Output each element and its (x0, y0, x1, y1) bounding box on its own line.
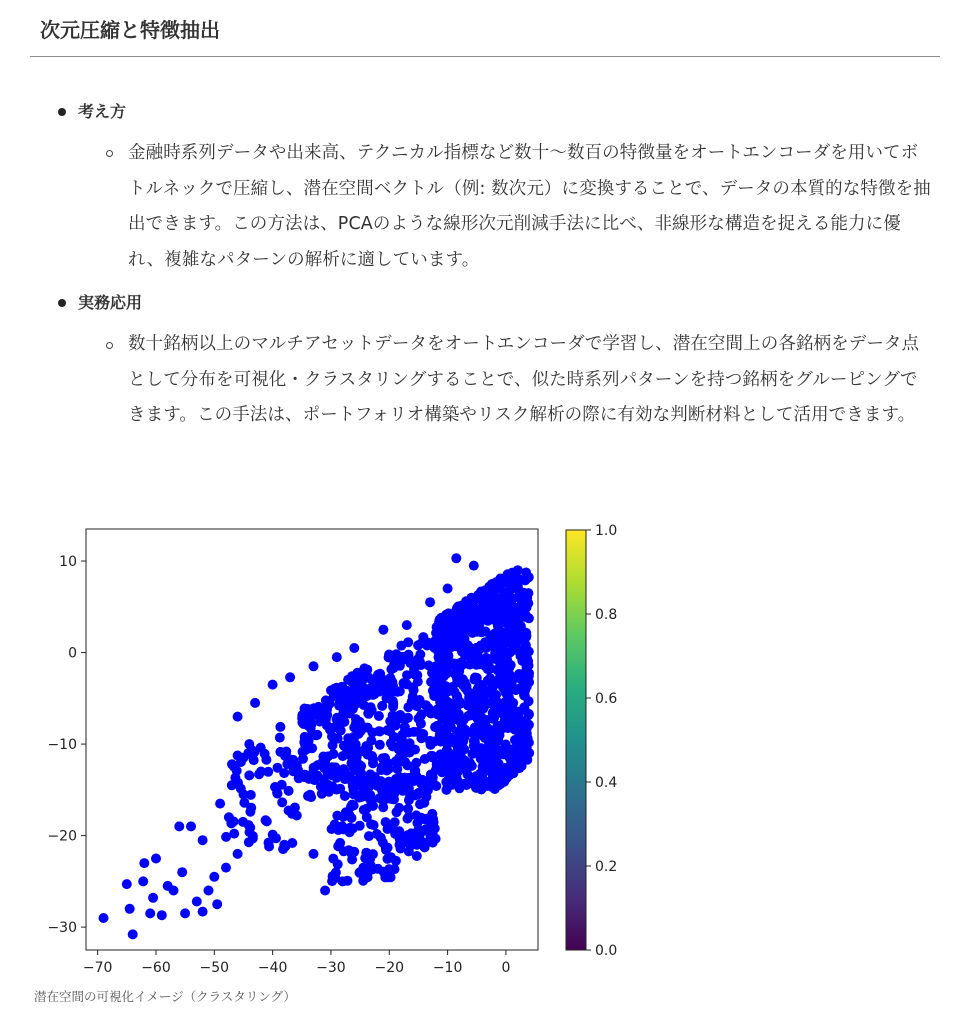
data-point (355, 821, 365, 831)
data-point (472, 673, 482, 683)
latent-space-scatter-chart (30, 520, 630, 980)
data-point (406, 828, 416, 838)
y-tick-label: −30 (47, 920, 77, 937)
data-point (425, 597, 435, 607)
data-point (495, 662, 505, 672)
data-point (443, 584, 453, 594)
data-point (320, 886, 330, 896)
data-point (347, 800, 357, 810)
colorbar-tick-label: 1.0 (595, 523, 618, 539)
y-tick-label: −20 (47, 828, 77, 845)
x-tick-label: −60 (141, 960, 171, 976)
x-tick-label: −40 (257, 960, 288, 976)
data-point (411, 810, 421, 820)
data-point (514, 763, 524, 773)
x-tick-label: −20 (374, 960, 405, 976)
data-point (468, 689, 478, 699)
data-point (349, 722, 359, 732)
data-point (463, 711, 473, 721)
data-point (333, 825, 343, 835)
data-point (309, 661, 319, 671)
bullet-icon (58, 299, 66, 307)
data-point (391, 721, 401, 731)
colorbar-tick-label: 0.4 (595, 775, 618, 791)
data-point (523, 733, 533, 743)
data-point (470, 781, 480, 791)
data-point (128, 929, 138, 939)
data-point (151, 854, 161, 864)
data-point (426, 740, 436, 750)
colorbar-tick-label: 0.8 (595, 607, 618, 623)
data-point (456, 625, 466, 635)
data-point (349, 643, 359, 653)
data-point (177, 867, 187, 877)
data-point (403, 814, 413, 824)
x-tick-label: −50 (199, 960, 230, 976)
data-point (389, 732, 399, 742)
colorbar-tick-label: 0.0 (595, 943, 618, 959)
data-point (204, 886, 214, 896)
data-point (492, 593, 502, 603)
sub-bullet-icon (106, 342, 113, 349)
data-point (371, 684, 381, 694)
data-point (445, 637, 455, 647)
data-point (365, 790, 375, 800)
data-point (378, 753, 388, 763)
data-point (475, 700, 485, 710)
data-point (470, 623, 480, 633)
item-text-application: 数十銘柄以上のマルチアセットデータをオートエンコーダで学習し、潜在空間上の各銘柄をデータ点として分布を可視化・クラスタリングすることで、似た時系列パターンを持つ銘柄をグルーピングできます。この手法は、ポートフォリオ構築やリスク解析の際に有効な判断材料として活用できます。 (128, 334, 920, 425)
data-point (192, 897, 202, 907)
data-point (465, 660, 475, 670)
data-point (347, 813, 357, 823)
data-point (460, 779, 470, 789)
data-point (402, 620, 412, 630)
data-point (409, 657, 419, 667)
data-point (439, 685, 449, 695)
data-point (467, 728, 477, 738)
data-point (409, 669, 419, 679)
data-point (279, 840, 289, 850)
data-point (451, 553, 461, 563)
data-point (338, 876, 348, 886)
data-point (502, 592, 512, 602)
data-point (447, 709, 457, 719)
data-point (347, 671, 357, 681)
item-text-concept: 金融時系列データや出来高、テクニカル指標など数十〜数百の特徴量をオートエンコーダを用いてボトルネックで圧縮し、潜在空間ベクトル（例: 数次元）に変換することで、データの本質的な特徴を抽出できます。この方法は、PCAのような線形次元削減手法に比べ、非線形な構造を捉える能力に優れ、複雑なパターンの解析に適しています。 (128, 143, 931, 270)
data-point (440, 669, 450, 679)
data-point (391, 774, 401, 784)
data-point (332, 811, 342, 821)
data-point (145, 908, 155, 918)
data-point (163, 881, 173, 891)
data-point (422, 814, 432, 824)
data-point (325, 725, 335, 735)
data-point (497, 631, 507, 641)
data-point (318, 752, 328, 762)
title-divider (30, 56, 940, 57)
data-point (212, 899, 222, 909)
data-point (472, 615, 482, 625)
data-point (277, 797, 287, 807)
data-point (332, 785, 342, 795)
data-point (483, 731, 493, 741)
data-point (332, 714, 342, 724)
data-point (494, 674, 504, 684)
x-tick-label: 0 (501, 960, 511, 976)
data-point (496, 706, 506, 716)
data-point (419, 786, 429, 796)
data-point (432, 721, 442, 731)
data-point (416, 827, 426, 837)
data-point (377, 762, 387, 772)
data-point (239, 789, 249, 799)
data-point (410, 790, 420, 800)
data-point (125, 904, 135, 914)
data-point (453, 659, 463, 669)
data-point (376, 833, 386, 843)
data-point (275, 722, 285, 732)
data-point (424, 660, 434, 670)
data-point (394, 744, 404, 754)
scatter-points (99, 553, 535, 939)
data-point (198, 835, 208, 845)
data-point (438, 755, 448, 765)
data-point (229, 762, 239, 772)
data-point (520, 746, 530, 756)
data-point (411, 771, 421, 781)
data-point (458, 674, 468, 684)
data-point (518, 685, 528, 695)
data-point (512, 580, 522, 590)
data-point (488, 690, 498, 700)
data-point (519, 702, 529, 712)
data-point (406, 841, 416, 851)
data-point (390, 817, 400, 827)
data-point (332, 652, 342, 662)
data-point (442, 745, 452, 755)
data-point (233, 712, 243, 722)
data-point (229, 829, 239, 839)
data-point (452, 757, 462, 767)
data-point (345, 823, 355, 833)
data-point (349, 733, 359, 743)
data-point (400, 773, 410, 783)
data-point (249, 755, 259, 765)
data-point (458, 646, 468, 656)
data-point (389, 794, 399, 804)
data-point (471, 643, 481, 653)
data-point (520, 672, 530, 682)
y-tick-label: −10 (47, 737, 77, 754)
data-point (313, 760, 323, 770)
data-point (356, 693, 366, 703)
data-point (285, 754, 295, 764)
data-point (458, 737, 468, 747)
data-point (506, 698, 516, 708)
data-point (506, 750, 516, 760)
data-point (415, 711, 425, 721)
data-point (496, 779, 506, 789)
data-point (368, 849, 378, 859)
data-point (497, 747, 507, 757)
data-point (382, 780, 392, 790)
y-axis (47, 554, 86, 936)
data-point (224, 812, 234, 822)
data-point (520, 612, 530, 622)
x-tick-label: −10 (432, 960, 463, 976)
data-point (279, 768, 289, 778)
data-point (333, 734, 343, 744)
data-point (354, 774, 364, 784)
data-point (446, 722, 456, 732)
item-label-concept: 考え方 (78, 102, 127, 121)
data-point (462, 765, 472, 775)
data-point (341, 749, 351, 759)
data-point (444, 774, 454, 784)
colorbar-axis (586, 523, 617, 959)
data-point (122, 879, 132, 889)
data-point (334, 767, 344, 777)
data-point (186, 821, 196, 831)
data-point (363, 750, 373, 760)
data-point (298, 718, 308, 728)
data-point (364, 831, 374, 841)
data-point (524, 661, 534, 671)
data-point (444, 608, 454, 618)
data-point (412, 851, 422, 861)
data-point (301, 745, 311, 755)
data-point (366, 776, 376, 786)
data-point (366, 819, 376, 829)
data-point (392, 764, 402, 774)
data-point (180, 908, 190, 918)
data-point (391, 651, 401, 661)
colorbar-tick-label: 0.6 (595, 691, 618, 707)
data-point (310, 708, 320, 718)
data-point (488, 585, 498, 595)
data-point (391, 856, 401, 866)
data-point (430, 824, 440, 834)
data-point (244, 739, 254, 749)
data-point (209, 872, 219, 882)
data-point (434, 636, 444, 646)
data-point (454, 699, 464, 709)
item-label-application: 実務応用 (78, 293, 143, 312)
data-point (358, 674, 368, 684)
sub-bullet-icon (106, 150, 113, 157)
data-point (139, 858, 149, 868)
data-point (385, 689, 395, 699)
section-title: 次元圧縮と特徴抽出 (40, 18, 220, 42)
data-point (138, 876, 148, 886)
data-point (519, 588, 529, 598)
data-point (311, 730, 321, 740)
data-point (381, 845, 391, 855)
data-point (487, 636, 497, 646)
data-point (498, 642, 508, 652)
data-point (300, 770, 310, 780)
data-point (415, 695, 425, 705)
data-point (480, 715, 490, 725)
data-point (245, 807, 255, 817)
data-point (285, 672, 295, 682)
y-tick-label: 0 (68, 645, 77, 662)
data-point (492, 767, 502, 777)
data-point (476, 688, 486, 698)
x-tick-label: −30 (316, 960, 346, 976)
data-point (320, 710, 330, 720)
data-point (442, 785, 452, 795)
data-point (404, 728, 414, 738)
data-point (244, 770, 254, 780)
data-point (215, 799, 225, 809)
data-point (479, 766, 489, 776)
data-point (483, 777, 493, 787)
colorbar (566, 530, 586, 950)
data-point (250, 698, 260, 708)
data-point (483, 676, 493, 686)
data-point (261, 755, 271, 765)
data-point (452, 603, 462, 613)
data-point (413, 727, 423, 737)
data-point (396, 641, 406, 651)
data-point (510, 622, 520, 632)
data-point (403, 804, 413, 814)
data-point (256, 767, 266, 777)
data-point (174, 821, 184, 831)
data-point (403, 702, 413, 712)
data-point (394, 803, 404, 813)
data-point (512, 715, 522, 725)
data-point (523, 598, 533, 608)
data-point (303, 791, 313, 801)
y-tick-label: 10 (59, 554, 77, 571)
data-point (373, 864, 383, 874)
data-point (513, 565, 523, 575)
data-point (328, 749, 338, 759)
data-point (438, 651, 448, 661)
data-point (157, 910, 167, 920)
data-point (481, 747, 491, 757)
data-point (501, 766, 511, 776)
data-point (333, 859, 343, 869)
bullet-icon (58, 108, 66, 116)
data-point (355, 867, 365, 877)
data-point (340, 791, 350, 801)
data-point (239, 753, 249, 763)
data-point (361, 664, 371, 674)
data-point (456, 718, 466, 728)
data-point (493, 621, 503, 631)
data-point (233, 849, 243, 859)
data-point (345, 697, 355, 707)
data-point (316, 782, 326, 792)
data-point (264, 842, 274, 852)
data-point (148, 893, 158, 903)
data-point (435, 698, 445, 708)
data-point (261, 815, 271, 825)
data-point (512, 637, 522, 647)
data-point (99, 913, 109, 923)
data-point (292, 811, 302, 821)
data-point (326, 685, 336, 695)
data-point (221, 863, 231, 873)
data-point (347, 855, 357, 865)
data-point (277, 780, 287, 790)
data-point (481, 627, 491, 637)
data-point (442, 621, 452, 631)
data-point (380, 872, 390, 882)
data-point (268, 680, 278, 690)
data-point (473, 590, 483, 600)
data-point (227, 780, 237, 790)
data-point (403, 713, 413, 723)
data-point (381, 817, 391, 827)
data-point (335, 838, 345, 848)
colorbar-tick-label: 0.2 (595, 859, 618, 875)
data-point (374, 711, 384, 721)
data-point (432, 622, 442, 632)
data-point (275, 733, 285, 743)
x-axis (83, 950, 510, 976)
data-point (502, 573, 512, 583)
data-point (409, 685, 419, 695)
data-point (383, 854, 393, 864)
data-point (198, 907, 208, 917)
data-point (498, 604, 508, 614)
x-tick-label: −70 (82, 960, 113, 976)
data-point (363, 723, 373, 733)
data-point (484, 600, 494, 610)
data-point (465, 605, 475, 615)
data-point (506, 660, 516, 670)
data-point (309, 849, 319, 859)
data-point (378, 625, 388, 635)
figure-caption: 潜在空間の可視化イメージ（クラスタリング） (34, 989, 296, 1004)
data-point (363, 708, 373, 718)
data-point (458, 616, 468, 626)
data-point (435, 731, 445, 741)
data-point (244, 820, 254, 830)
data-point (469, 561, 479, 571)
data-point (481, 653, 491, 663)
